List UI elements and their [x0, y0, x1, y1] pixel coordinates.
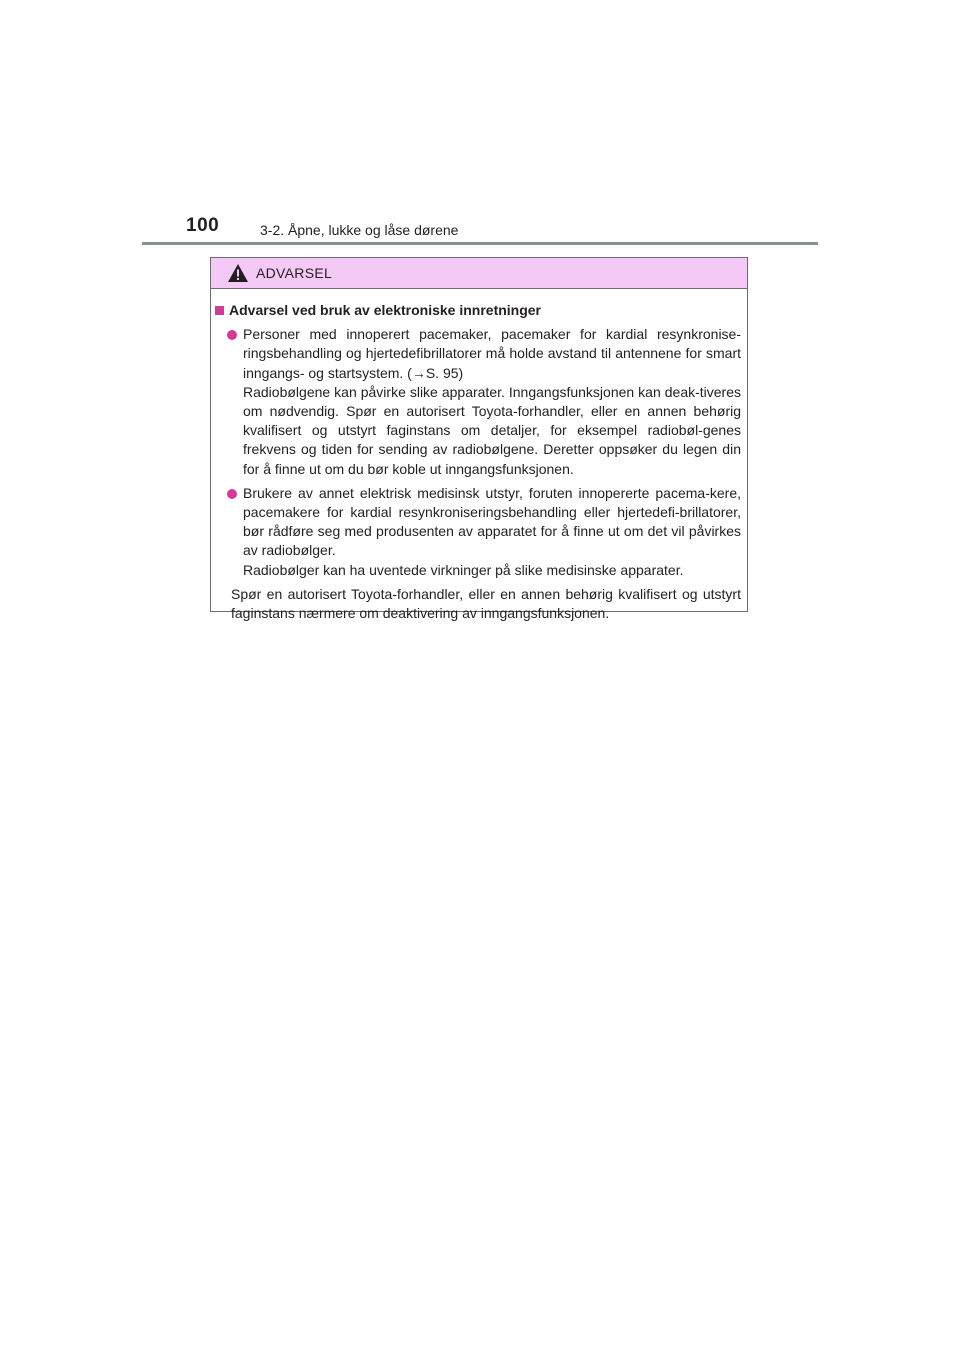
- warning-box: [210, 257, 748, 622]
- closing-paragraph: Spør en autorisert Toyota-forhandler, eller en annen behørig kvalifisert og utstyrt faginstans nærmere om deaktivering av inngangsfunksjonen.: [231, 585, 741, 622]
- warning-triangle-icon: [227, 263, 249, 283]
- bullet-paragraph: Personer med innoperert pacemaker, pacemaker for kardial resynkronise-ringsbehandling og hjertedefibrillatorer må holde avstand til antennene for smart inngangs- og startsystem. (→S. 95): [243, 326, 741, 381]
- circle-bullet-icon: [227, 330, 237, 340]
- square-bullet-icon: [215, 306, 224, 315]
- list-item: [215, 484, 741, 580]
- warning-label: ADVARSEL: [256, 265, 333, 281]
- section-title: 3-2. Åpne, lukke og låse dørene: [260, 222, 459, 238]
- bullet-paragraph: Radiobølger kan ha uventede virkninger på slike medisinske apparater.: [243, 561, 684, 578]
- page-header: [0, 0, 960, 250]
- page-number: 100: [186, 215, 220, 236]
- warning-header: [211, 258, 747, 289]
- list-item: [215, 325, 741, 479]
- warning-body: [211, 289, 747, 623]
- warning-subheading: [215, 301, 741, 320]
- circle-bullet-icon: [227, 489, 237, 499]
- warning-subheading-text: Advarsel ved bruk av elektroniske innretninger: [229, 302, 542, 318]
- header-rule: [142, 242, 818, 245]
- bullet-paragraph: Radiobølgene kan påvirke slike apparater. Inngangsfunksjonen kan deak-tiveres om nødvendig. Spør en autorisert Toyota-forhandler, eller en annen behørig kvalifisert og utstyrt faginstans om detaljer, for eksempel radiobøl-genes frekvens og tiden for sending av radiobølgene. Deretter oppsøker du legen din for å finne ut om du bør koble ut inngangsfunksjonen.: [243, 383, 741, 477]
- bullet-paragraph: Brukere av annet elektrisk medisinsk utstyr, foruten innopererte pacema-kere, pacemakere for kardial resynkroniseringsbehandling eller hjertedefi-brillatorer, bør rådføre seg med produsenten av apparatet for å finne ut om det vil påvirkes av radiobølger.: [243, 484, 741, 559]
